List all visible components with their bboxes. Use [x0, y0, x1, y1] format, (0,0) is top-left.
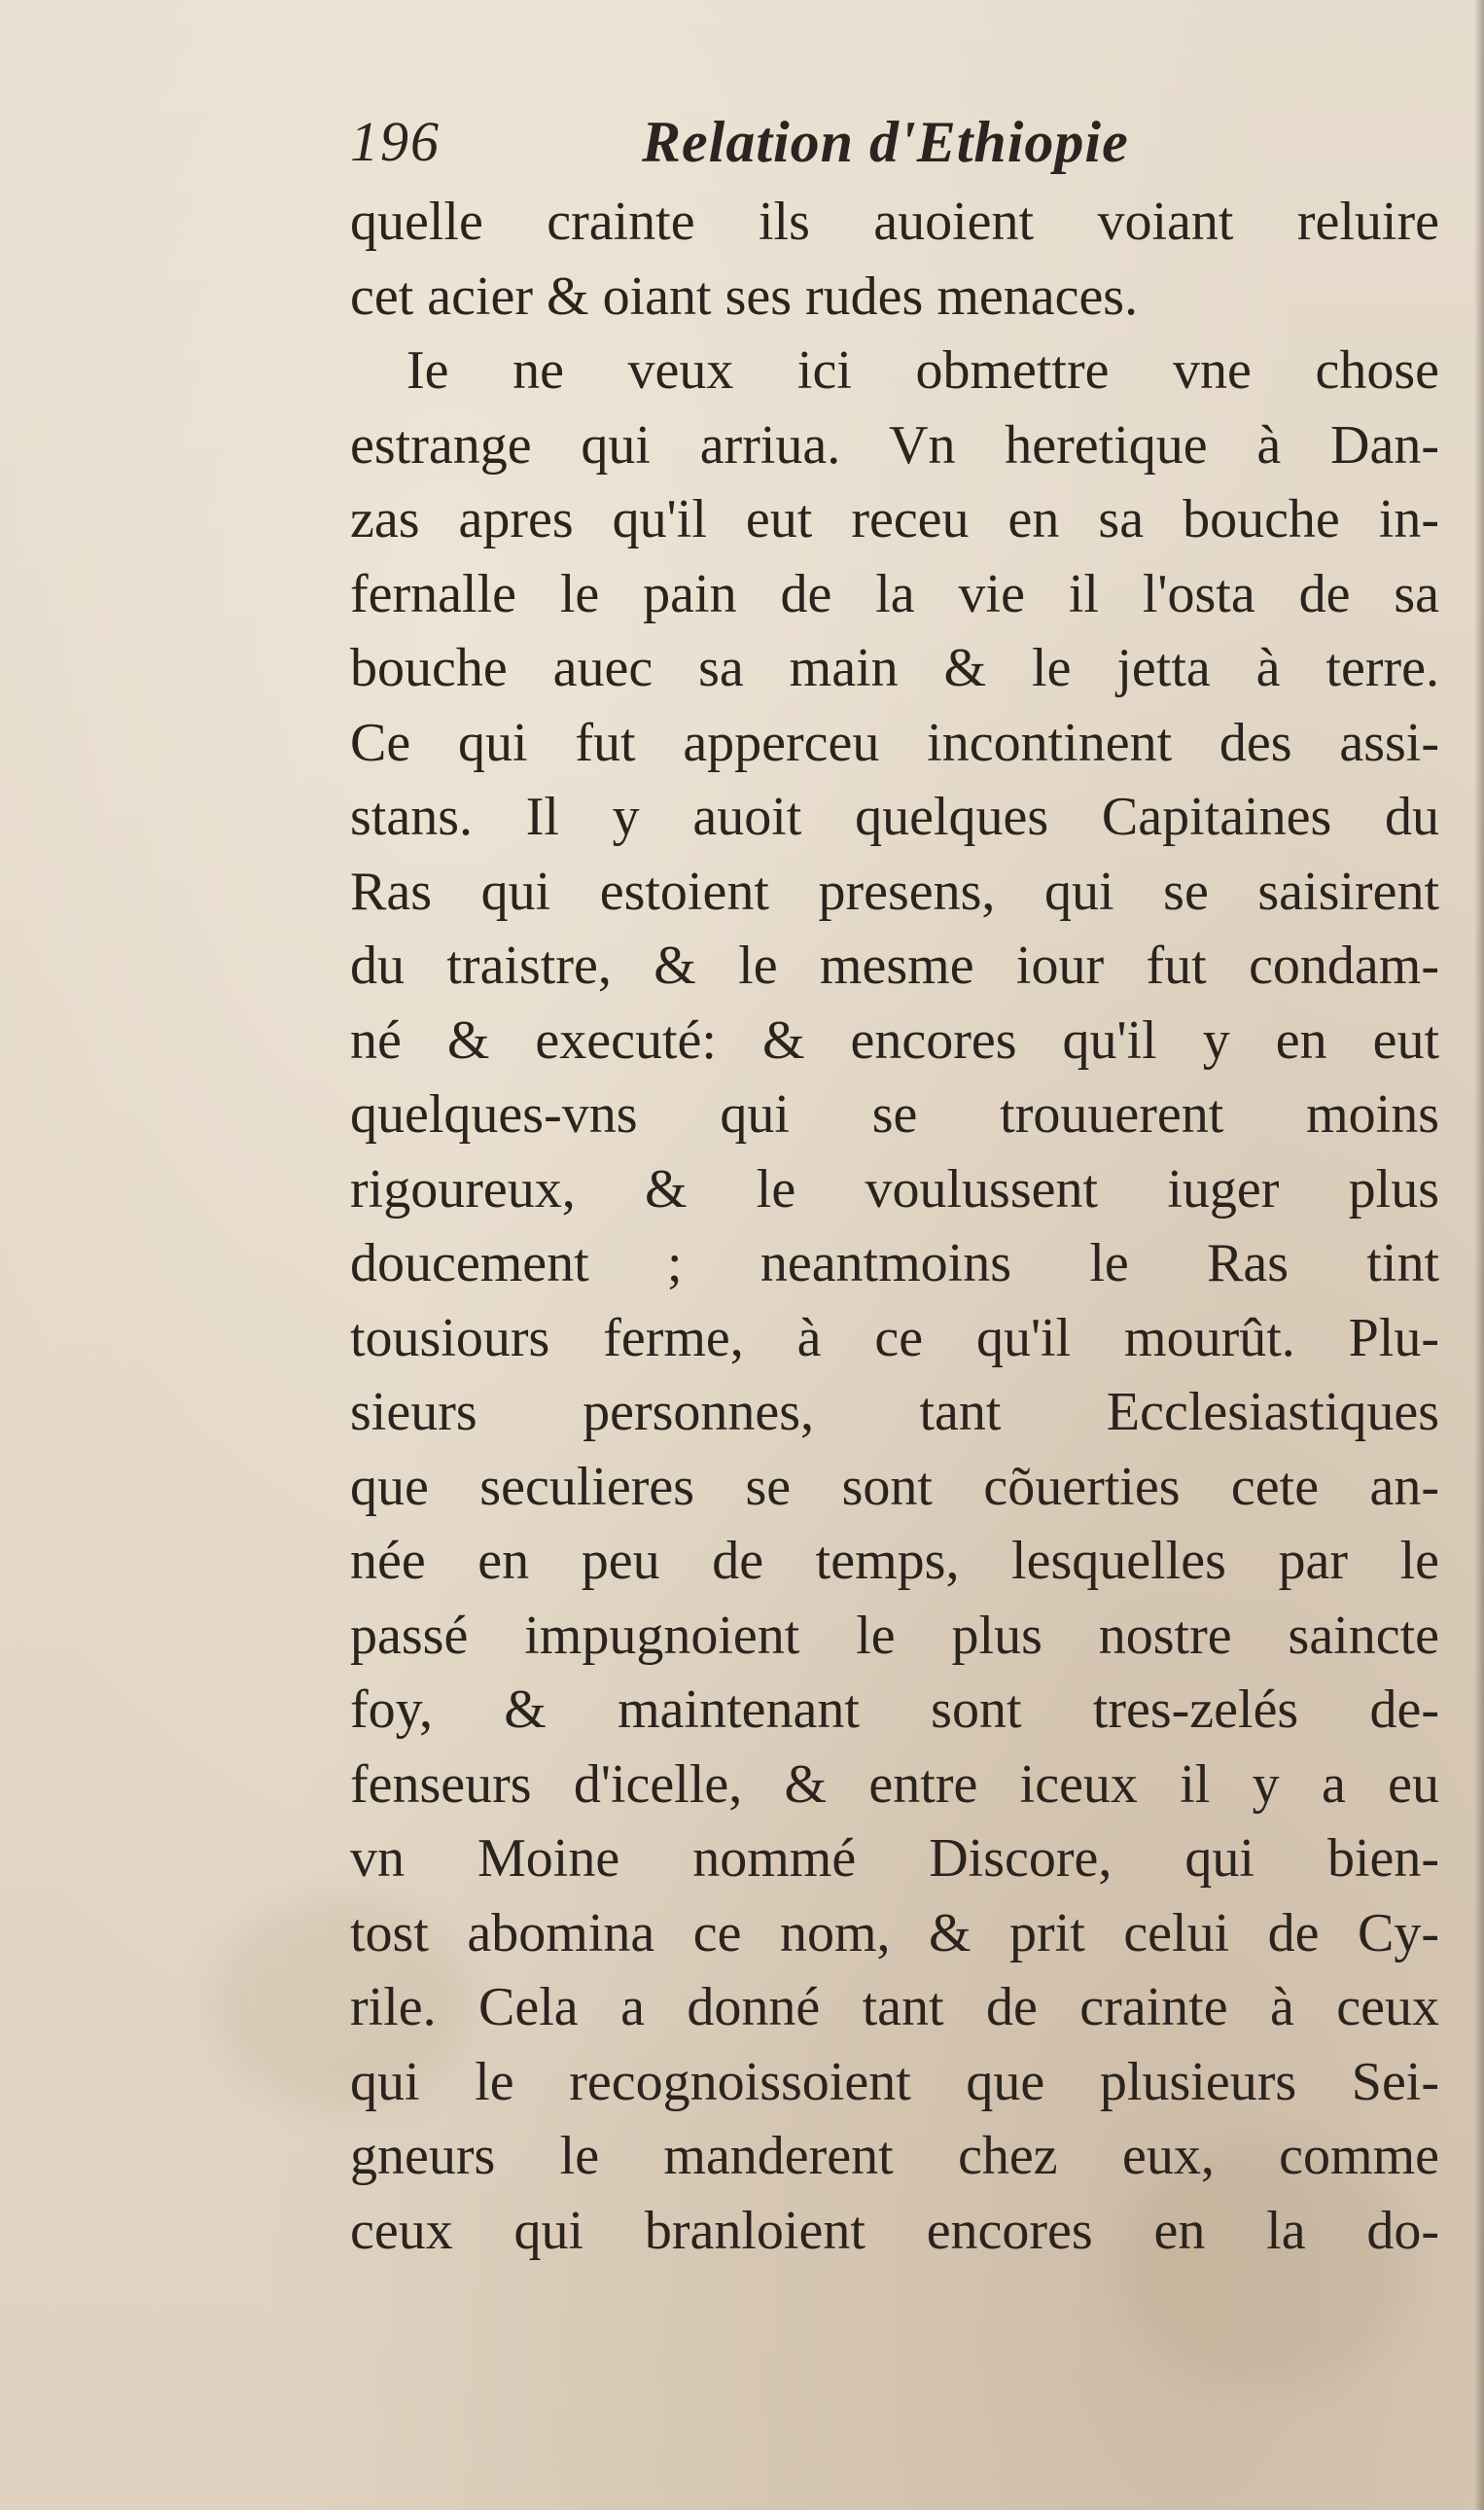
- text-line: rile. Cela a donné tant de crainte à ceux: [350, 1977, 1439, 2037]
- text-line: du traistre, & le mesme iour fut condam-: [350, 936, 1439, 996]
- text-line: foy, & maintenant sont tres-zelés de-: [350, 1679, 1439, 1740]
- text-line: estrange qui arriua. Vn heretique à Dan-: [350, 414, 1439, 476]
- text-line: Ce qui fut apperceu incontinent des assi-: [350, 712, 1439, 773]
- text-line: stans. Il y auoit quelques Capitaines du: [350, 787, 1439, 847]
- text-line: quelle crainte ils auoient voiant reluire: [350, 192, 1439, 252]
- text-line: qui le recognoissoient que plusieurs Sei-: [350, 2051, 1439, 2112]
- text-line: tost abomina ce nom, & prit celui de Cy-: [350, 1902, 1439, 1963]
- text-line: né & executé: & encores qu'il y en eut: [350, 1009, 1439, 1071]
- text-line: passé impugnoient le plus nostre saincte: [350, 1605, 1439, 1666]
- text-line: vn Moine nommé Discore, qui bien-: [350, 1828, 1439, 1889]
- text-line: doucement ; neantmoins le Ras tint: [350, 1233, 1439, 1293]
- text-line: gneurs le manderent chez eux, comme: [350, 2126, 1439, 2186]
- text-line: fernalle le pain de la vie il l'osta de sa: [350, 563, 1439, 624]
- text-line: née en peu de temps, lesquelles par le: [350, 1531, 1439, 1591]
- text-line: sieurs personnes, tant Ecclesiastiques: [350, 1382, 1439, 1442]
- text-line: que seculieres se sont cõuerties cete an-: [350, 1456, 1439, 1517]
- running-title: Relation d'Ethiopie: [642, 110, 1129, 174]
- text-line: rigoureux, & le voulussent iuger plus: [350, 1158, 1439, 1220]
- text-line: Ras qui estoient presens, qui se saisirent: [350, 861, 1439, 922]
- text-line: ceux qui branloient encores en la do-: [350, 2200, 1439, 2261]
- running-head: [350, 109, 1186, 187]
- text-line: zas apres qu'il eut receu en sa bouche in-: [350, 489, 1439, 549]
- body-text: [350, 185, 1439, 2268]
- text-line: Ie ne veux ici obmettre vne chose: [406, 340, 1439, 401]
- text-line: fenseurs d'icelle, & entre iceux il y a eu: [350, 1753, 1439, 1815]
- text-line: bouche auec sa main & le jetta à terre.: [350, 638, 1439, 698]
- text-line: quelques-vns qui se trouuerent moins: [350, 1084, 1439, 1145]
- text-line: cet acier & oiant ses rudes menaces.: [350, 265, 1139, 327]
- text-line: tousiours ferme, à ce qu'il mourût. Plu-: [350, 1307, 1439, 1368]
- page-number: 196: [350, 110, 441, 173]
- page-edge-shadow: [1474, 0, 1484, 2510]
